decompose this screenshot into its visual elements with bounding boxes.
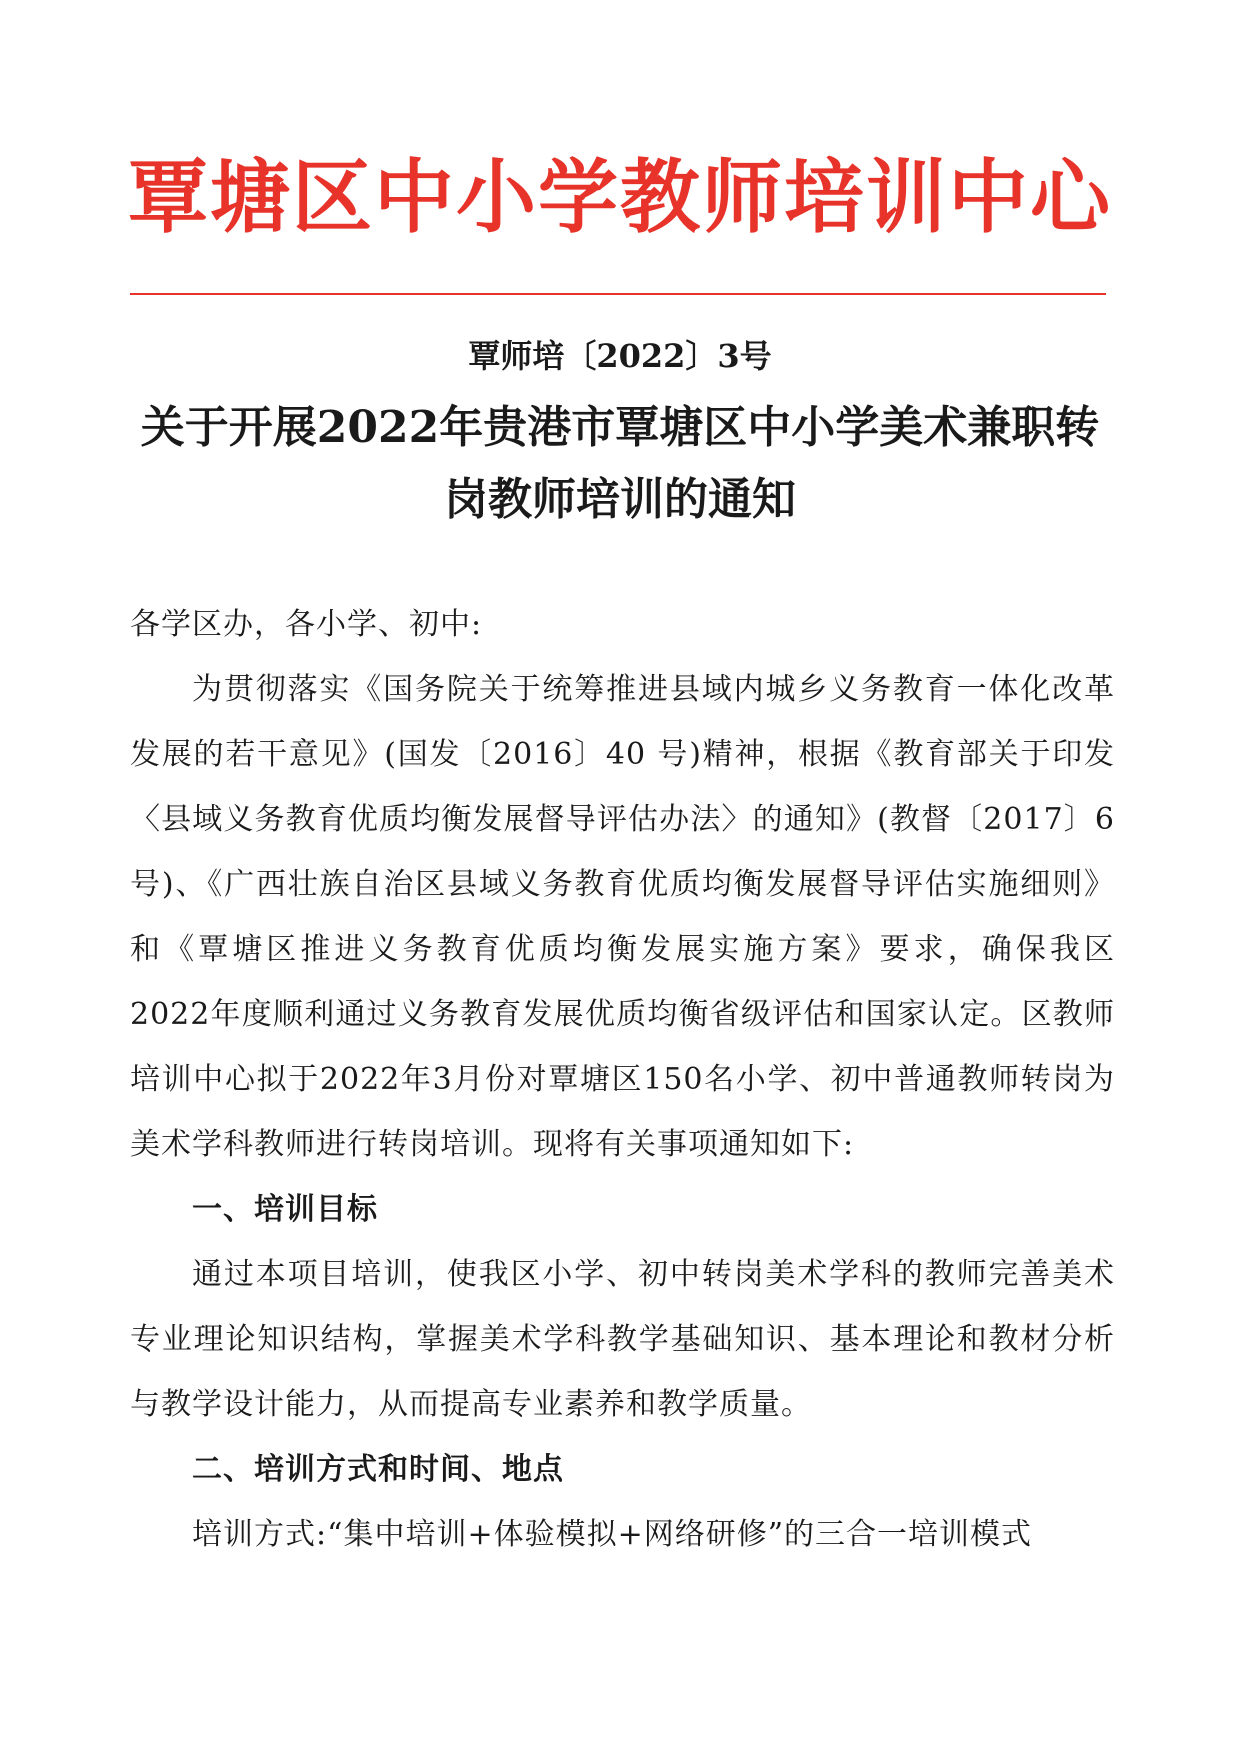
red-divider-line xyxy=(130,293,1106,295)
paragraph-objectives: 通过本项目培训，使我区小学、初中转岗美术学科的教师完善美术专业理论知识结构，掌握美术学科教学基础知识、基本理论和教材分析与教学设计能力，从而提高专业素养和教学质量。 xyxy=(130,1257,1115,1422)
section-heading-objectives: 一、培训目标 xyxy=(192,1192,378,1227)
section-heading-method-time-place: 二、培训方式和时间、地点 xyxy=(192,1452,564,1487)
document-body xyxy=(130,592,1115,1567)
organization-masthead: 覃塘区中小学教师培训中心 xyxy=(128,151,1112,244)
document-number: 覃师培〔2022〕3号 xyxy=(468,337,772,375)
salutation: 各学区办，各小学、初中: xyxy=(130,607,483,642)
document-title: 关于开展2022年贵港市覃塘区中小学美术兼职转岗教师培训的通知 xyxy=(140,402,1100,525)
paragraph-intro: 为贯彻落实《国务院关于统筹推进县域内城乡义务教育一体化改革发展的若干意见》(国发〔2016〕40 号)精神，根据《教育部关于印发〈县域义务教育优质均衡发展督导评估办法〉的通知》(教督〔2017〕6号)、《广西壮族自治区县域义务教育优质均衡发展督导评估实施细则》和《覃塘区推进义务教育优质均衡发展实施方案》要求，确保我区 2022年度顺利通过义务教育发展优质均衡省级评估和国家认定。区教师培训中心拟于2022年3月份对覃塘区150名小学、初中普通教师转岗为美术学科教师进行转岗培训。现将有关事项通知如下: xyxy=(130,672,1116,1162)
paragraph-method: 培训方式:“集中培训+体验模拟+网络研修”的三合一培训模式 xyxy=(192,1517,1033,1552)
